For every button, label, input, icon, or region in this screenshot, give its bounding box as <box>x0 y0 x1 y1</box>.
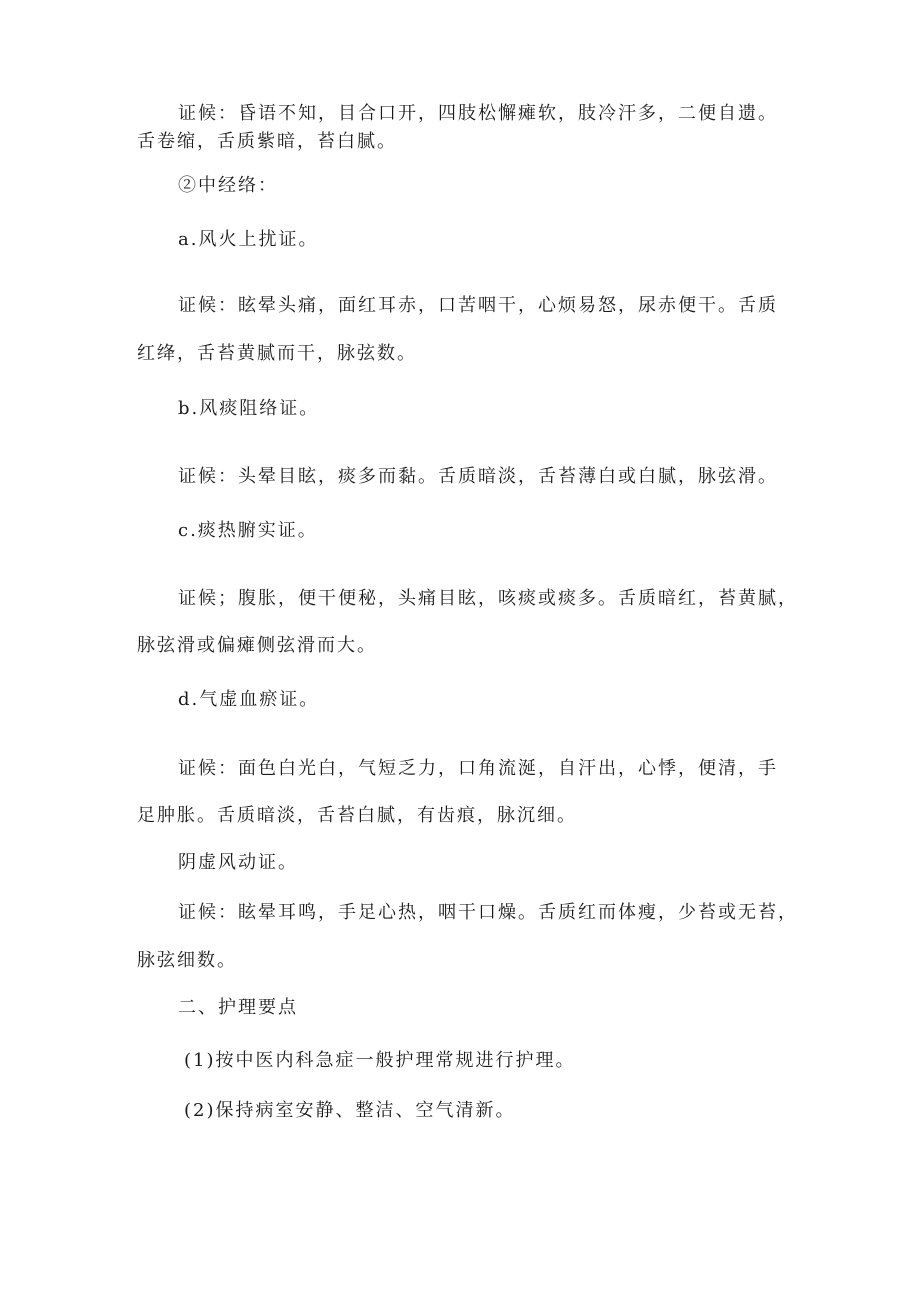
paragraph-line: 证候：眩晕头痛，面红耳赤，口苦咽干，心烦易怒，尿赤便干。舌质 <box>178 295 778 316</box>
paragraph-line: 舌卷缩，舌质紫暗，苔白腻。 <box>137 131 397 152</box>
syndrome-heading: 阴虚风动证。 <box>178 852 298 873</box>
section-subheading: ②中经络： <box>178 175 278 196</box>
paragraph-line: 证候：眩晕耳鸣，手足心热，咽干口燥。舌质红而体瘦，少苔或无苔， <box>178 902 798 923</box>
syndrome-heading: c.痰热腑实证。 <box>178 520 318 541</box>
list-item: (1)按中医内科急症一般护理常规进行护理。 <box>184 1050 576 1071</box>
syndrome-heading: b.风痰阻络证。 <box>178 398 320 419</box>
syndrome-heading: a.风火上扰证。 <box>178 229 319 250</box>
paragraph-line: 红绛，舌苔黄腻而干，脉弦数。 <box>137 343 417 364</box>
paragraph-line: 证候；腹胀，便干便秘，头痛目眩，咳痰或痰多。舌质暗红，苔黄腻， <box>178 588 798 609</box>
list-item: (2)保持病室安静、整洁、空气清新。 <box>184 1100 516 1121</box>
section-heading: 二、护理要点 <box>178 997 298 1018</box>
paragraph-line: 脉弦细数。 <box>137 950 237 971</box>
paragraph-line: 证候：昏语不知，目合口开，四肢松懈瘫软，肢冷汗多，二便自遗。 <box>178 103 778 124</box>
paragraph-line: 证候：面色白光白，气短乏力，口角流涎，自汗出，心悸，便清，手 <box>178 758 778 779</box>
paragraph-line: 脉弦滑或偏瘫侧弦滑而大。 <box>137 635 377 656</box>
paragraph-line: 证候：头晕目眩，痰多而黏。舌质暗淡，舌苔薄白或白腻，脉弦滑。 <box>178 466 778 487</box>
paragraph-line: 足肿胀。舌质暗淡，舌苔白腻，有齿痕，脉沉细。 <box>137 805 577 826</box>
syndrome-heading: d.气虚血瘀证。 <box>178 689 320 710</box>
